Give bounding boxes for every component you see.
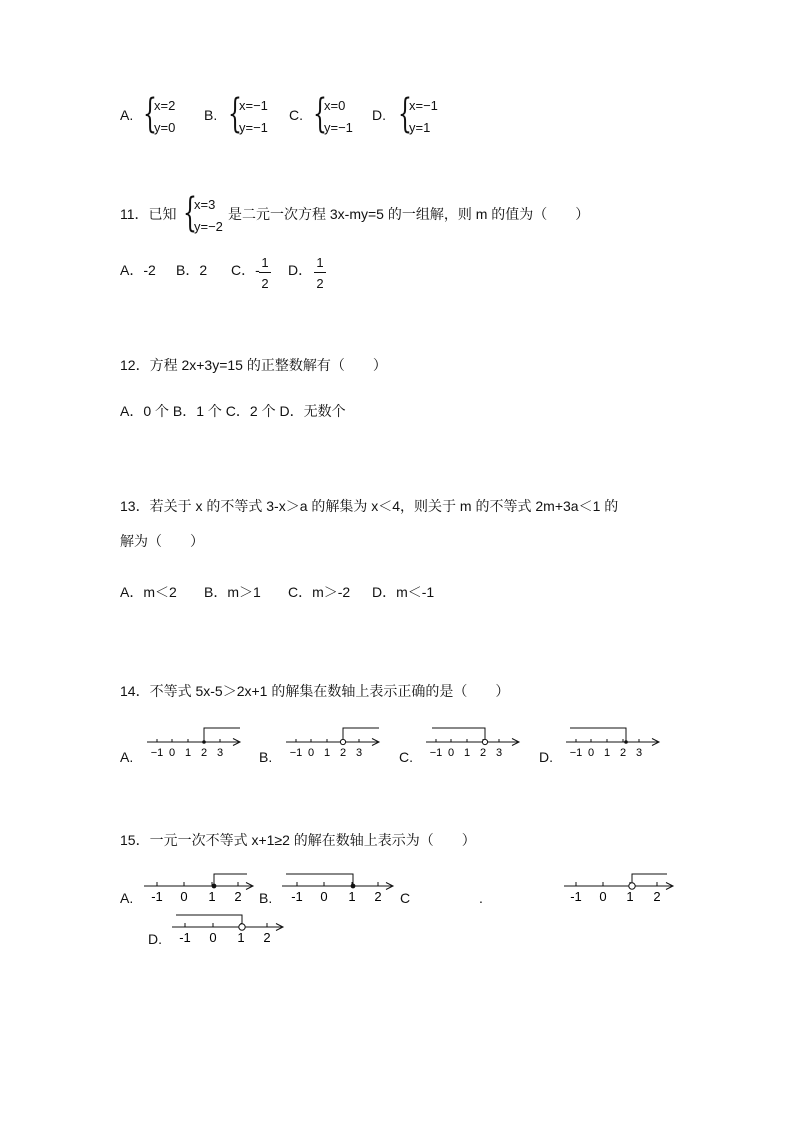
tick-label: 3: [216, 747, 224, 759]
tick-label: 3: [635, 747, 643, 759]
endpoint-circle: [482, 739, 487, 744]
fraction-numerator: 1: [316, 255, 324, 270]
q11-sys-line2: y=−2: [194, 219, 223, 234]
q14-option-d-label: D.: [539, 749, 553, 765]
q10-option-d-label: D.: [372, 107, 386, 123]
q10-c-line1: x=0: [324, 98, 346, 113]
brace-icon: {: [313, 91, 327, 137]
tick-label: 1: [237, 930, 245, 945]
tick-label: 1: [323, 747, 331, 759]
q10-option-a-label: A.: [120, 107, 134, 123]
q11-sys-line1: x=3: [194, 197, 216, 212]
q11-option-d: D．: [288, 262, 313, 278]
endpoint-dot: [351, 884, 356, 889]
fraction-bar: [259, 272, 271, 273]
solution-bracket: [570, 728, 626, 742]
q14-option-b-label: B.: [259, 749, 273, 765]
solution-bracket: [214, 874, 247, 886]
tick-label: 0: [320, 889, 328, 904]
tick-label: 2: [339, 747, 347, 759]
tick-label: 0: [209, 930, 217, 945]
q13-option-c: C．m＞-2: [288, 584, 351, 600]
tick-label: 2: [263, 930, 271, 945]
q15-option-a-label: A.: [120, 890, 134, 906]
solution-bracket: [632, 874, 667, 886]
q14-number-line-d: [564, 722, 664, 762]
tick-label: −1: [289, 747, 303, 759]
solution-bracket: [286, 874, 353, 886]
q14-number-line-b: [284, 722, 384, 762]
q11-option-c: C．-: [231, 262, 260, 278]
q12-options: A．0 个 B．1 个 C．2 个 D．无数个: [120, 403, 346, 419]
tick-label: 0: [447, 747, 455, 759]
fraction-numerator: 1: [261, 255, 269, 270]
q13-option-b: B．m＞1: [204, 584, 261, 600]
endpoint-dot: [212, 884, 217, 889]
q15-number-line-a: [140, 866, 260, 906]
q14-option-a-label: A.: [120, 749, 134, 765]
tick-label: 2: [200, 747, 208, 759]
tick-label: 0: [180, 889, 188, 904]
tick-label: -1: [179, 930, 191, 945]
tick-label: -1: [291, 889, 303, 904]
tick-label: -1: [570, 889, 582, 904]
q11-prefix: 11．已知: [120, 206, 177, 222]
tick-label: 0: [587, 747, 595, 759]
tick-label: 1: [463, 747, 471, 759]
tick-label: 2: [619, 747, 627, 759]
tick-label: 2: [374, 889, 382, 904]
q14-stem: 14．不等式 5x-5＞2x+1 的解集在数轴上表示正确的是（ ）: [120, 683, 510, 699]
tick-label: −1: [429, 747, 443, 759]
q15-number-line-c: [560, 866, 680, 906]
endpoint-dot: [624, 740, 628, 744]
tick-label: −1: [569, 747, 583, 759]
q13-option-a: A．m＜2: [120, 584, 177, 600]
solution-bracket: [343, 728, 379, 742]
q15-option-b-label: B.: [259, 890, 273, 906]
q15-stray-dot: .: [479, 890, 483, 906]
tick-label: 0: [599, 889, 607, 904]
q15-number-line-d: [168, 907, 290, 947]
q12-stem: 12．方程 2x+3y=15 的正整数解有（ ）: [120, 357, 387, 373]
brace-icon: {: [228, 91, 242, 137]
q15-number-line-b: [278, 866, 400, 906]
q14-option-c-label: C.: [399, 749, 413, 765]
solution-bracket: [204, 728, 240, 742]
q11-option-a: A．-2: [120, 262, 156, 278]
q10-a-line1: x=2: [154, 98, 176, 113]
q14-number-line-a: [145, 722, 245, 762]
q10-d-line1: x=−1: [409, 98, 438, 113]
q13-stem-line2: 解为（ ）: [120, 533, 204, 549]
tick-label: 2: [234, 889, 242, 904]
tick-label: 1: [184, 747, 192, 759]
solution-bracket: [432, 728, 485, 742]
fraction-denominator: 2: [316, 276, 324, 291]
tick-label: 1: [348, 889, 356, 904]
tick-label: 2: [479, 747, 487, 759]
tick-label: 0: [168, 747, 176, 759]
q10-option-b-label: B.: [204, 107, 218, 123]
brace-icon: {: [183, 190, 197, 236]
q11-option-b: B．2: [176, 262, 208, 278]
tick-label: 3: [495, 747, 503, 759]
solution-bracket: [176, 915, 242, 927]
q10-b-line1: x=−1: [239, 98, 268, 113]
q13-stem-line1: 13．若关于 x 的不等式 3-x＞a 的解集为 x＜4，则关于 m 的不等式 2m+3a＜1 的: [120, 498, 619, 514]
tick-label: 3: [355, 747, 363, 759]
tick-label: −1: [150, 747, 164, 759]
tick-label: 0: [307, 747, 315, 759]
brace-icon: {: [398, 91, 412, 137]
q13-option-d: D．m＜-1: [372, 584, 435, 600]
brace-icon: {: [143, 91, 157, 137]
endpoint-dot: [202, 740, 206, 744]
q15-stem: 15．一元一次不等式 x+1≥2 的解在数轴上表示为（ ）: [120, 832, 476, 848]
q15-option-d-label: D.: [148, 931, 162, 947]
q15-option-c-label: C: [400, 890, 411, 906]
tick-label: 1: [626, 889, 634, 904]
q10-b-line2: y=−1: [239, 120, 268, 135]
tick-label: 1: [603, 747, 611, 759]
q10-option-c-label: C.: [289, 107, 303, 123]
fraction-denominator: 2: [261, 276, 269, 291]
fraction-bar: [314, 272, 326, 273]
endpoint-circle: [340, 739, 345, 744]
q11-suffix: 是二元一次方程 3x-my=5 的一组解，则 m 的值为（ ）: [228, 206, 590, 222]
q10-a-line2: y=0: [154, 120, 176, 135]
tick-label: 2: [653, 889, 661, 904]
tick-label: 1: [208, 889, 216, 904]
tick-label: -1: [151, 889, 163, 904]
q10-c-line2: y=−1: [324, 120, 353, 135]
q14-number-line-c: [424, 722, 524, 762]
q10-d-line2: y=1: [409, 120, 431, 135]
